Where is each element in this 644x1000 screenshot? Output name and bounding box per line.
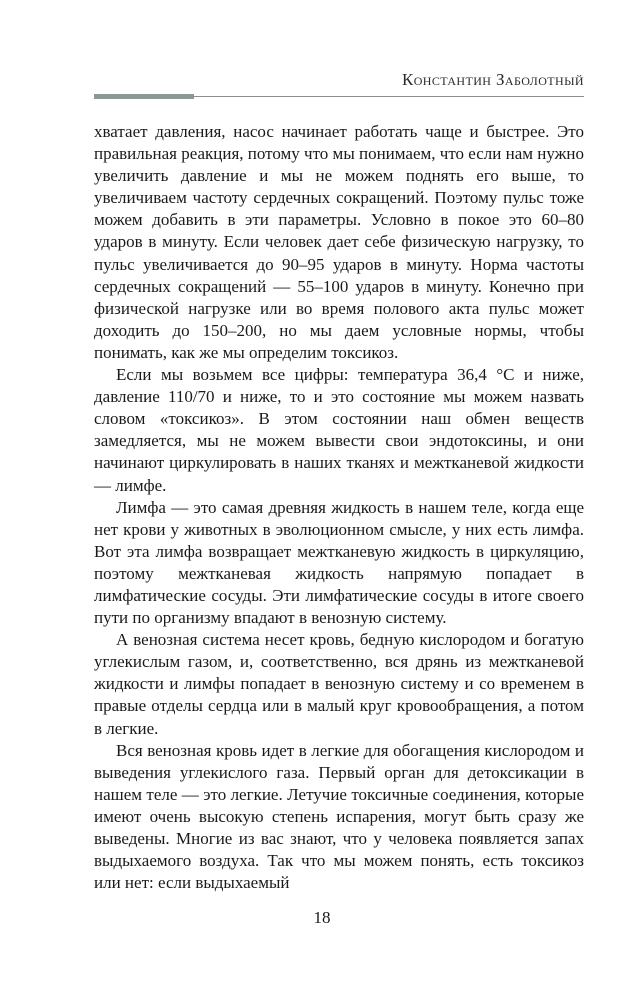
paragraph: Вся венозная кровь идет в легкие для обогащения кислородом и выведения углекислого газа. Первый орган для детоксикации в нашем теле — это легкие. Летучие токсичные соединения, которые имеют очень высокую степень испарения, могут быть сразу же выведены. Многие из вас знают, что у человека появляется запах выдыхаемого воздуха. Так что мы можем понять, есть токсикоз или нет: если выдыхаемый <box>94 740 584 893</box>
paragraph: хватает давления, насос начинает работать чаще и быстрее. Это правильная реакция, потому что мы понимаем, что если нам нужно увеличить давление и мы не можем поднять его выше, то увеличиваем частоту сердечных сокращений. Поэтому пульс тоже можем добавить в эти параметры. Условно в покое это 60–80 ударов в минуту. Если человек дает себе физическую нагрузку, то пульс увеличивается до 90–95 ударов в минуту. Норма частоты сердечных сокращений — 55–100 ударов в минуту. Конечно при физической нагрузке или во время полового акта пульс может доходить до 150–200, но мы даем условные нормы, чтобы понимать, как же мы определим токсикоз. <box>94 122 584 362</box>
page-number: 18 <box>313 908 331 927</box>
paragraph: А венозная система несет кровь, бедную кислородом и богатую углекислым газом, и, соответственно, вся дрянь из межтканевой жидкости и лимфы попадает в венозную систему и со временем в правые отделы сердца или в малый круг кровообращения, а потом в легкие. <box>94 630 584 738</box>
paragraph: Лимфа — это самая древняя жидкость в нашем теле, когда еще нет крови у животных в эволюционном смысле, у них есть лимфа. Вот эта лимфа возвращает межтканевую жидкость в циркуляцию, поэтому межтканевая жидкость напрямую попадает в лимфатические сосуды. Эти лимфатические сосуды в итоге своего пути по организму впадают в венозную систему. <box>94 497 584 628</box>
header-author: Константин Заболотный <box>401 70 584 89</box>
header-accent-bar <box>94 94 194 99</box>
body-text <box>94 121 584 894</box>
running-header <box>94 70 584 100</box>
paragraph: Если мы возьмем все цифры: температура 36,4 °C и ниже, давление 110/70 и ниже, то и это состояние мы можем назвать словом «токсикоз». В этом состоянии наш обмен веществ замедляется, мы не можем вывести свои эндотоксины, и они начинают циркулировать в наших тканях и межтканевой жидкости — лимфе. <box>94 365 584 495</box>
